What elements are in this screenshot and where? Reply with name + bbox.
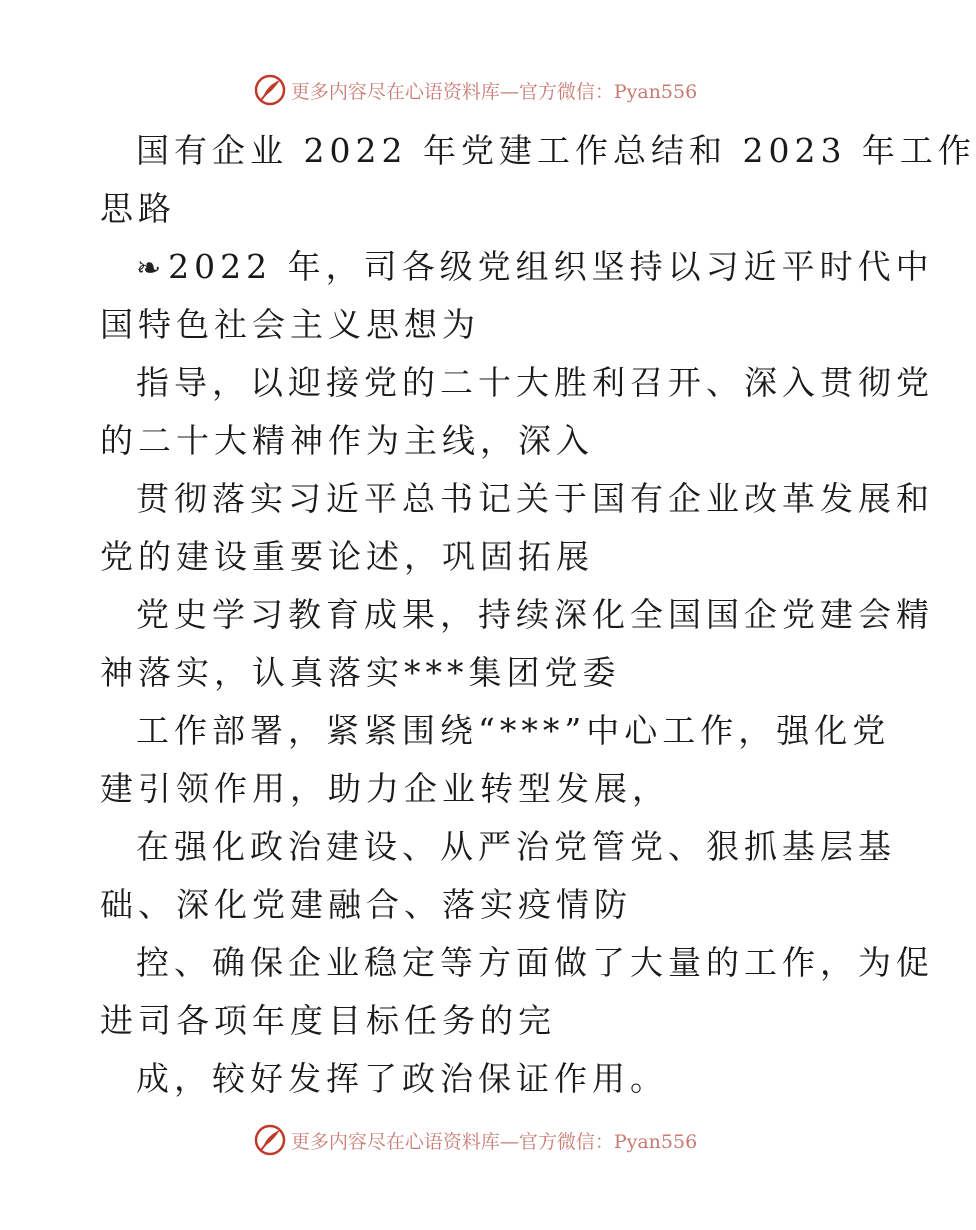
paragraph-line: 控、确保企业稳定等方面做了大量的工作，为促 xyxy=(136,943,934,982)
paragraph-line: 贯彻落实习近平总书记关于国有企业改革发展和 xyxy=(136,479,934,518)
paragraph-line: 国特色社会主义思想为 xyxy=(100,305,480,344)
watermark-footer xyxy=(0,1120,950,1160)
paragraph-line: 党史学习教育成果，持续深化全国国企党建会精 xyxy=(136,595,934,634)
paragraph-line: 础、深化党建融合、落实疫情防 xyxy=(100,885,632,924)
watermark-header xyxy=(0,70,950,110)
title-line-2: 思路 xyxy=(100,189,176,228)
fleuron-icon: ❧ xyxy=(136,251,167,286)
paragraph-line: 工作部署，紧紧围绕“***”中心工作，强化党 xyxy=(136,711,891,750)
paragraph-line xyxy=(100,238,934,296)
paragraph-line: 党的建设重要论述，巩固拓展 xyxy=(100,537,594,576)
paragraph-line: 进司各项年度目标任务的完 xyxy=(100,1001,556,1040)
paragraph-line: 的二十大精神作为主线，深入 xyxy=(100,421,594,460)
feather-pen-circle-icon xyxy=(253,1123,287,1157)
paragraph-line: 建引领作用，助力企业转型发展， xyxy=(100,769,670,808)
paragraph-line: 在强化政治建设、从严治党管党、狠抓基层基 xyxy=(136,827,896,866)
paragraph-line: 神落实，认真落实***集团党委 xyxy=(100,653,621,692)
watermark-text: 更多内容尽在心语资料库—官方微信：Pyan556 xyxy=(290,1130,698,1153)
title-line-1: 国有企业 2022 年党建工作总结和 2023 年工作 xyxy=(136,131,976,170)
paragraph-line-text: 2022 年，司各级党组织坚持以习近平时代中 xyxy=(168,247,934,286)
paragraph-line: 指导，以迎接党的二十大胜利召开、深入贯彻党 xyxy=(136,363,934,402)
watermark-text: 更多内容尽在心语资料库—官方微信：Pyan556 xyxy=(290,80,698,103)
paragraph-line: 成，较好发挥了政治保证作用。 xyxy=(136,1059,668,1098)
document-body xyxy=(100,122,976,1108)
feather-pen-circle-icon xyxy=(253,73,287,107)
